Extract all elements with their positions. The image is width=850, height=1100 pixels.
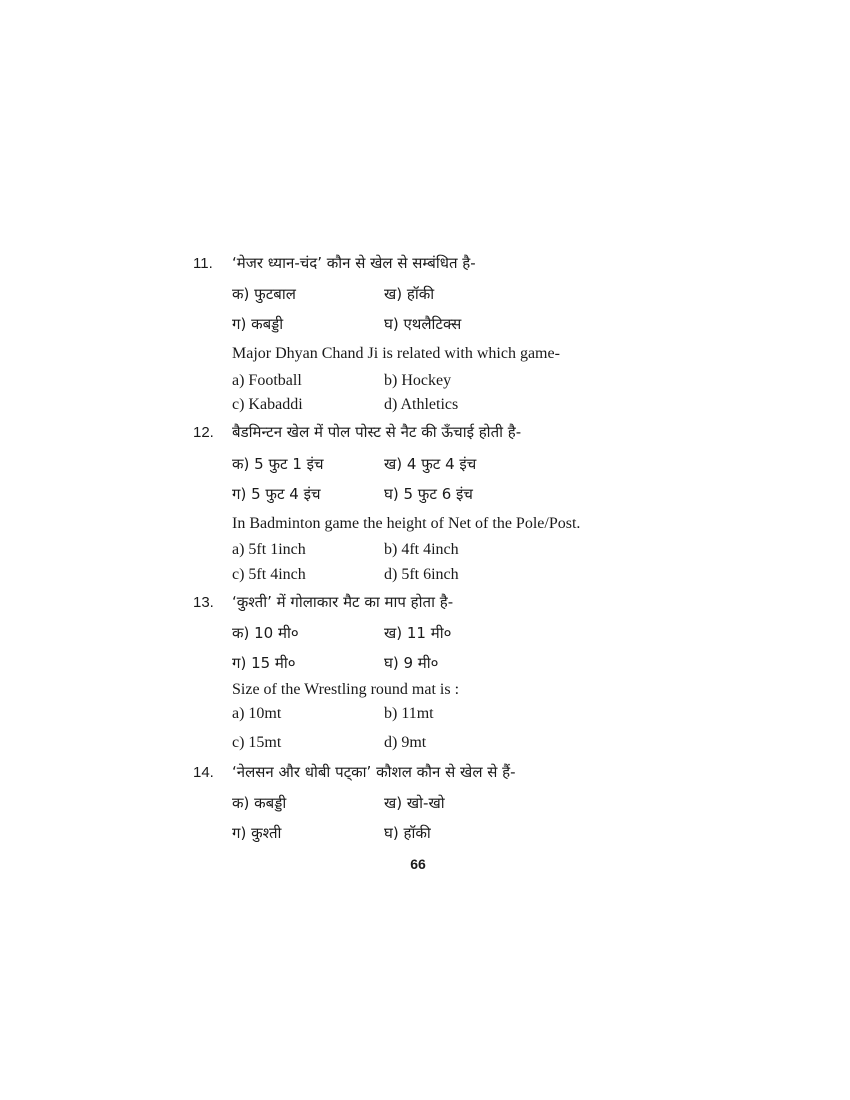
hindi-question-text: बैडमिन्टन खेल में पोल पोस्ट से नैट की ऊँचाई होती है-	[232, 423, 522, 441]
english-question-text: Major Dhyan Chand Ji is related with which game-	[232, 345, 560, 362]
english-question-text: In Badminton game the height of Net of the Pole/Post.	[232, 515, 581, 532]
english-option-d: d) 9mt	[384, 734, 427, 751]
hindi-option-a: क) फुटबाल	[232, 285, 296, 303]
english-option-c: c) 15mt	[232, 734, 282, 751]
english-option-b: b) 11mt	[384, 705, 434, 722]
english-option-a: a) 5ft 1inch	[232, 541, 306, 558]
english-option-a: a) Football	[232, 372, 302, 389]
hindi-option-a: क) 5 फुट 1 इंच	[232, 455, 324, 473]
hindi-option-d: घ) 9 मी०	[384, 654, 439, 672]
question-number: 14.	[193, 764, 214, 781]
hindi-question-text: ‘मेजर ध्यान-चंद’ कौन से खेल से सम्बंधित है-	[232, 254, 476, 272]
hindi-option-d: घ) एथलैटिक्स	[384, 315, 462, 333]
hindi-option-c: ग) 15 मी०	[232, 654, 296, 672]
hindi-option-c: ग) 5 फुट 4 इंच	[232, 485, 321, 503]
hindi-question-text: ‘नेलसन और धोबी पट्का’ कौशल कौन से खेल से हैं-	[232, 763, 516, 781]
hindi-option-b: ख) हॉकी	[384, 285, 435, 303]
english-option-c: c) 5ft 4inch	[232, 566, 306, 583]
hindi-option-b: ख) 11 मी०	[384, 624, 452, 642]
hindi-option-d: घ) 5 फुट 6 इंच	[384, 485, 473, 503]
english-option-b: b) Hockey	[384, 372, 452, 389]
english-option-a: a) 10mt	[232, 705, 282, 722]
question-number: 13.	[193, 594, 214, 611]
english-option-d: d) 5ft 6inch	[384, 566, 459, 583]
english-option-d: d) Athletics	[384, 396, 459, 413]
page-number: 66	[410, 856, 426, 872]
english-option-c: c) Kabaddi	[232, 396, 303, 413]
hindi-option-b: ख) 4 फुट 4 इंच	[384, 455, 477, 473]
hindi-option-b: ख) खो-खो	[384, 794, 445, 812]
hindi-option-d: घ) हॉकी	[384, 824, 431, 842]
english-option-b: b) 4ft 4inch	[384, 541, 459, 558]
question-number: 12.	[193, 424, 214, 441]
question-number: 11.	[193, 255, 213, 272]
hindi-option-a: क) कबड्डी	[232, 794, 287, 812]
hindi-option-c: ग) कुश्ती	[232, 824, 282, 842]
hindi-option-c: ग) कबड्डी	[232, 315, 284, 333]
hindi-question-text: ‘कुश्ती’ में गोलाकार मैट का माप होता है-	[232, 593, 454, 611]
hindi-option-a: क) 10 मी०	[232, 624, 299, 642]
english-question-text: Size of the Wrestling round mat is :	[232, 681, 460, 698]
